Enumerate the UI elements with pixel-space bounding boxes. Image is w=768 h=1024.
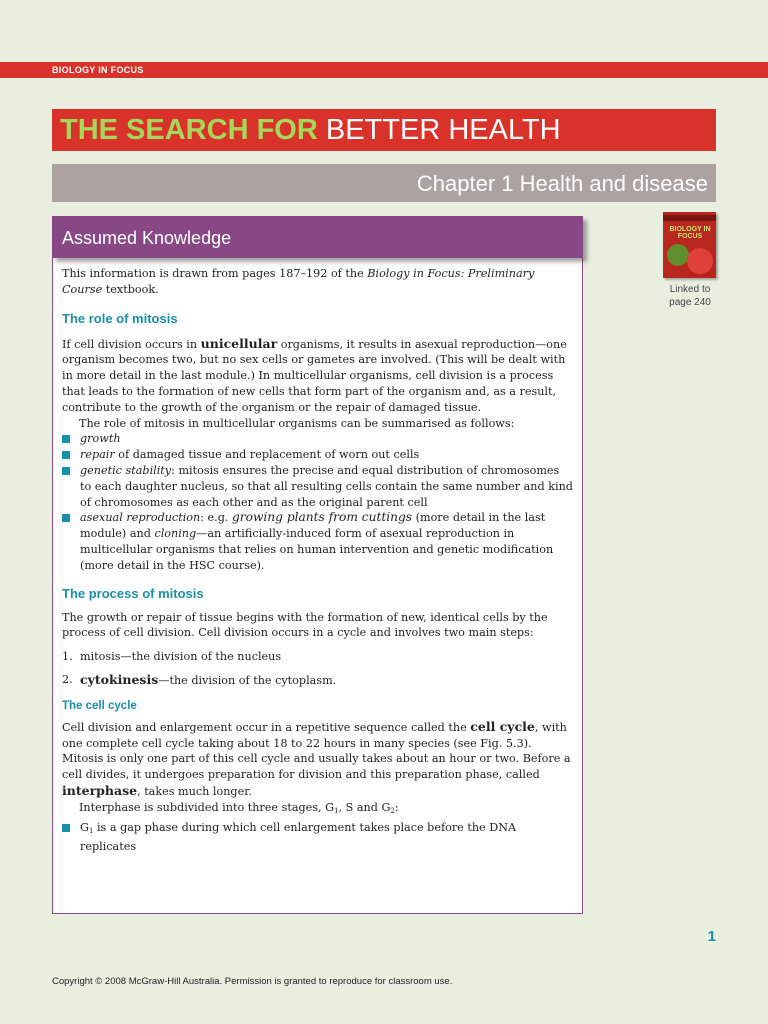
process-paragraph: The growth or repair of tissue begins with the formation of new, identical cells by the process of cell division. Cell division occurs in a cycle and involves two main steps: — [62, 610, 548, 640]
chapter-title: Chapter 1 Health and disease — [416, 171, 708, 196]
series-bar — [0, 62, 768, 78]
keyword-unicellular: unicellular — [200, 335, 278, 351]
role-paragraph: If cell division occurs in unicellular organisms, it results in asexual reproduction—one organism becomes two, but no sex cells or gametes are involved. (This will be dealt with in more detail in the last module.) In multicellular organisms, cell division is a process that leads to the formation of new cells that form part of the organism and, as a result, contribute to the growth of the organism or the repair of damaged tissue. — [62, 335, 567, 414]
module-title-rest: BETTER HEALTH — [325, 114, 561, 146]
linked-page-note: Linked to page 240 — [669, 284, 711, 308]
list-item: 1. mitosis—the division of the nucleus — [62, 650, 282, 664]
bullet-square-icon — [62, 467, 70, 475]
section-heading-process: The process of mitosis — [62, 585, 204, 601]
assumed-knowledge-header — [52, 216, 583, 258]
interphase-paragraph: Interphase is subdivided into three stages, $G_1$, S and $G_2$: — [79, 800, 399, 815]
list-item: asexual reproduction: e.g. growing plants from cuttings (more detail in the last module) and cloning—an artificially-induced form of asexual reproduction in multicellular organisms that relies on human intervention and genetic modification (more detail in the HSC course). — [62, 510, 574, 573]
cover-blood-cell-image — [687, 248, 713, 274]
book-cover-title: BIOLOGY IN FOCUS — [669, 226, 711, 240]
module-title-highlight: THE SEARCH FOR — [60, 114, 318, 146]
bullet-square-icon — [62, 435, 70, 443]
keyword-cell-cycle: cell cycle — [470, 718, 535, 734]
assumed-knowledge-heading: Assumed Knowledge — [62, 228, 232, 248]
keyword-cytokinesis: cytokinesis — [80, 671, 159, 687]
list-item: genetic stability: mitosis ensures the precise and equal distribution of chromosomes to each daughter nucleus, so that all resulting cells contain the same number and kind of chromosomes as each other and as the original parent cell — [62, 463, 574, 510]
keyword-interphase: interphase — [62, 782, 138, 798]
linked-book-cover[interactable] — [663, 212, 716, 278]
module-title-bar — [52, 109, 716, 151]
chapter-bar — [52, 164, 716, 202]
bullet-square-icon — [62, 451, 70, 459]
bullet-square-icon — [62, 514, 70, 522]
series-label: BIOLOGY IN FOCUS — [52, 65, 144, 75]
list-item: 2. cytokinesis—the division of the cytoplasm. — [62, 671, 337, 687]
book-reference: Biology in Focus: Preliminary Course — [62, 267, 535, 296]
list-item: repair of damaged tissue and replacement of worn out cells — [62, 447, 574, 463]
cell-cycle-paragraph: Cell division and enlargement occur in a repetitive sequence called the cell cycle, with one complete cell cycle taking about 18 to 22 hours in many species (see Fig. 5.3). Mitosis is only one part of this cell cycle and usually takes about an hour or two. Before a cell divides, it undergoes preparation for division and this preparation phase, called interphase, takes much longer. — [62, 718, 571, 798]
page-number: 1 — [707, 928, 716, 945]
list-item: growth — [62, 431, 574, 447]
box-content — [62, 266, 574, 855]
list-item: $G_1$ is a gap phase during which cell enlargement takes place before the DNA replicates — [62, 820, 574, 856]
bullet-square-icon — [62, 824, 70, 832]
intro-paragraph: This information is drawn from pages 187–192 of the Biology in Focus: Preliminary Course textbook. — [62, 267, 535, 296]
role-summary-intro: The role of mitosis in multicellular organisms can be summarised as follows: — [79, 416, 515, 430]
cover-stripe — [663, 215, 716, 221]
subsection-heading-cell-cycle: The cell cycle — [62, 699, 137, 712]
cover-cell-image — [667, 244, 689, 266]
section-heading-role: The role of mitosis — [62, 310, 178, 326]
copyright-notice: Copyright © 2008 McGraw-Hill Australia. Permission is granted to reproduce for classroom use. — [52, 976, 453, 987]
